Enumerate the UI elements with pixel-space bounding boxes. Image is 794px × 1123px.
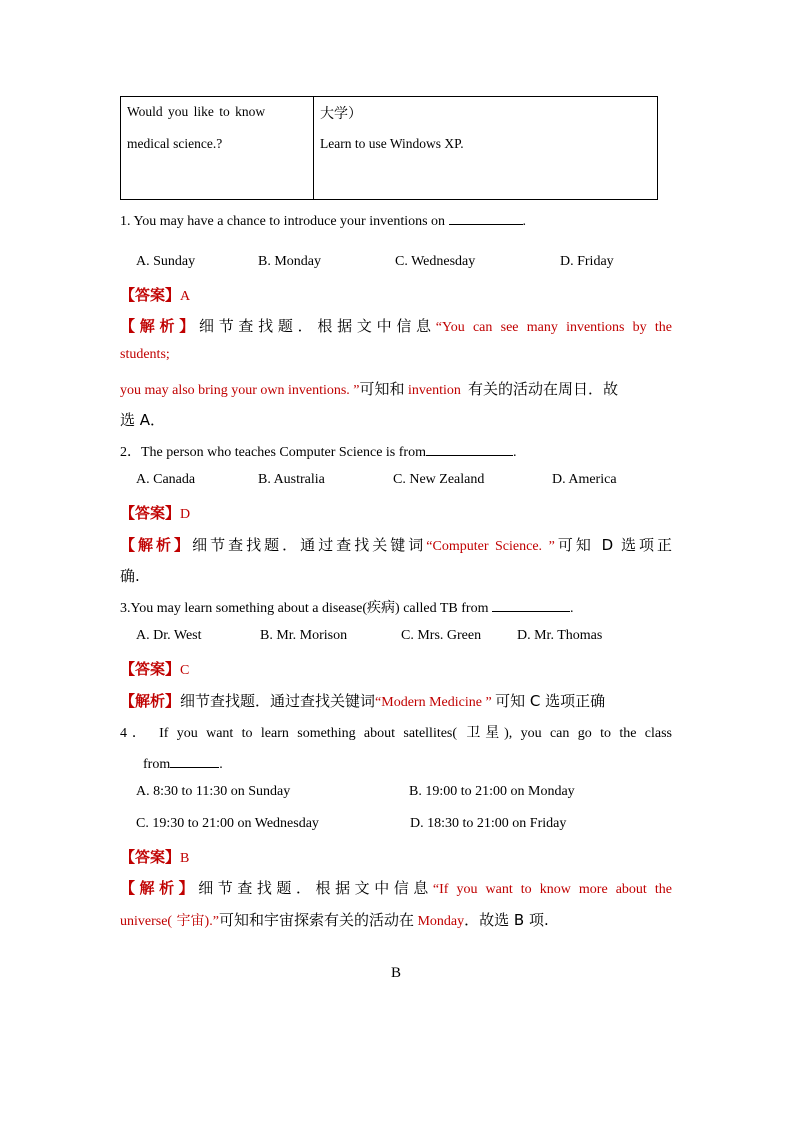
question-text: ) called TB from (395, 601, 489, 616)
analysis-tag: 【解析】 (120, 536, 193, 554)
section-marker: B (391, 965, 402, 981)
option-c: C. Wednesday (395, 254, 476, 269)
analysis-quote: Monday (413, 914, 465, 929)
analysis-quote: you may also bring your own inventions. ” (120, 383, 360, 398)
analysis-text: 细节查找题．根据文中信息 (198, 879, 433, 897)
analysis-text: 细节查找题．通过查找关键词 (180, 692, 376, 710)
option-c: C. New Zealand (393, 472, 485, 487)
answer-line (120, 284, 190, 305)
analysis-tag: 【解析】 (120, 879, 199, 897)
answer-blank (170, 753, 219, 768)
question-text: ), you can go to the class (504, 726, 673, 741)
question-text: 2．The person who teaches Computer Science is from (120, 445, 426, 460)
analysis-text: 可知和 (359, 380, 405, 398)
answer-line (120, 502, 190, 523)
question-4-stem-cont: from . (143, 753, 223, 773)
answer-tag: 【答案】 (120, 504, 181, 522)
table-cell-right (314, 97, 657, 199)
option-a: A. 8:30 to 11:30 on Sunday (136, 784, 291, 799)
option-a: A. Dr. West (136, 628, 202, 643)
analysis-text: 可知 C 选项正确 (495, 692, 606, 710)
analysis-tag: 【解析】 (120, 692, 181, 710)
option-b: B. 19:00 to 21:00 on Monday (409, 784, 575, 799)
analysis-text: 细节查找题．根据文中信息 (198, 317, 436, 335)
analysis-text: 确. (120, 567, 140, 585)
question-4-stem (120, 722, 672, 742)
analysis-text: 有关的活动在周日．故 (467, 380, 618, 398)
question-text: 4． If you want to learn something about satellites( (120, 726, 458, 741)
schedule-table-fragment (120, 96, 658, 200)
table-cell-text: Would you like to know (127, 104, 266, 119)
option-d: D. America (552, 472, 617, 487)
analysis-line (120, 534, 672, 555)
question-text: 卫星 (457, 725, 505, 741)
analysis-quote: students; (120, 347, 170, 362)
option-a: A. Sunday (136, 254, 196, 269)
analysis-quote: “If you want to know more about the (432, 882, 672, 897)
analysis-text: 可知和宇宙探索有关的活动在 (218, 911, 414, 929)
analysis-quote: “Computer Science. ” (426, 539, 555, 554)
analysis-text: 可知 D 选项正 (554, 536, 672, 554)
option-b: B. Monday (258, 254, 321, 269)
question-text: 疾病 (367, 600, 396, 616)
option-d: D. 18:30 to 21:00 on Friday (410, 816, 567, 831)
analysis-quote: universe( (120, 914, 173, 929)
question-1-stem: 1. You may have a chance to introduce your inventions on . (120, 210, 526, 230)
option-c: C. Mrs. Green (401, 628, 482, 643)
answer-tag: 【答案】 (120, 848, 181, 866)
answer-value: D (180, 507, 191, 522)
option-d: D. Mr. Thomas (517, 628, 603, 643)
question-3-stem: 3.You may learn something about a disease(疾病) called TB from . (120, 597, 573, 617)
table-cell-left (121, 97, 314, 199)
answer-value: A (180, 289, 191, 304)
analysis-line (120, 690, 605, 711)
analysis-quote: ).” (204, 914, 219, 929)
analysis-quote: invention (404, 383, 465, 398)
analysis-quote: “Modern Medicine ” (375, 695, 492, 710)
analysis-quote: “You can see many inventions by the (435, 320, 672, 335)
answer-tag: 【答案】 (120, 660, 181, 678)
option-c: C. 19:30 to 21:00 on Wednesday (136, 816, 319, 831)
answer-blank (449, 210, 523, 225)
analysis-line (120, 315, 672, 336)
answer-tag: 【答案】 (120, 286, 181, 304)
option-b: B. Australia (258, 472, 325, 487)
analysis-text: ．故选 B 项. (464, 911, 549, 929)
question-text: 1. You may have a chance to introduce your inventions on (120, 214, 446, 229)
analysis-line (120, 378, 618, 399)
analysis-quote: 宇宙 (172, 913, 205, 929)
analysis-line (120, 877, 672, 898)
answer-blank (426, 441, 513, 456)
table-cell-text: medical science.? (127, 136, 223, 151)
analysis-text: 选 A． (120, 411, 166, 429)
analysis-tag: 【解析】 (120, 317, 199, 335)
question-text: 3.You may learn something about a disease( (120, 601, 368, 616)
table-cell-text: 大学） (320, 106, 362, 122)
answer-line (120, 658, 189, 679)
answer-value: B (180, 851, 190, 866)
answer-value: C (180, 663, 190, 678)
answer-line (120, 846, 189, 867)
answer-blank (492, 597, 570, 612)
question-2-stem: 2．The person who teaches Computer Science is from . (120, 441, 516, 461)
question-text: from (143, 757, 171, 772)
analysis-line (120, 909, 549, 930)
option-a: A. Canada (136, 472, 196, 487)
table-cell-text: Learn to use Windows XP. (320, 136, 464, 151)
option-d: D. Friday (560, 254, 614, 269)
option-b: B. Mr. Morison (260, 628, 348, 643)
analysis-text: 细节查找题．通过查找关键词 (192, 536, 427, 554)
